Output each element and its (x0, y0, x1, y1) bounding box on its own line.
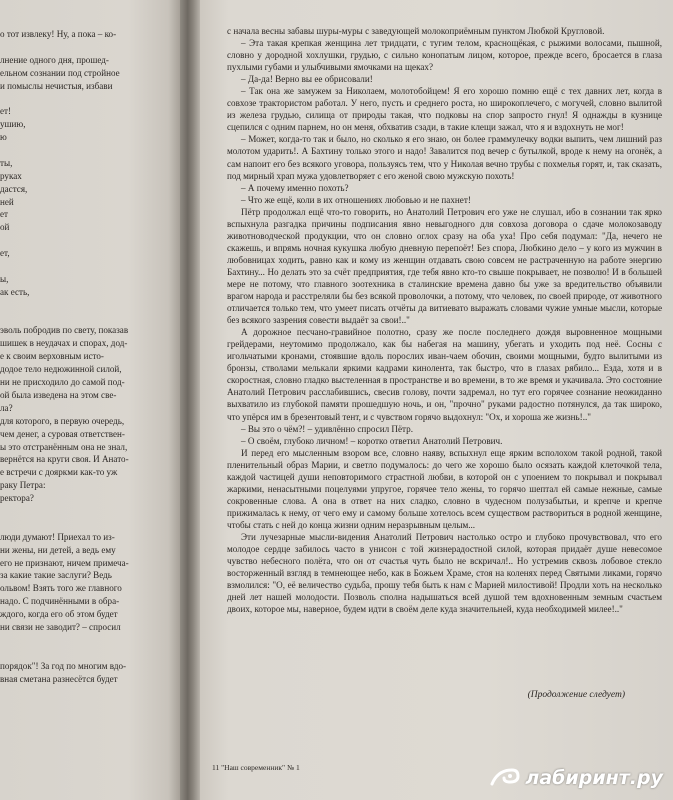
paragraph: – Эта такая крепкая женщина лет тридцати, с тугим телом, краснощёкая, с рыжими волосами, пышной, словно у дородной хохлушки, грудью, с сильно конопатым лицом, которое, прежде всего, бросается в глаза пухлыми губами и улыбчивыми ямочками на щеках? (227, 38, 662, 73)
page-folio: 11 "Наш современник" № 1 (212, 763, 300, 772)
left-page-line: ни связи не заводит? – спросил (0, 621, 121, 632)
left-page-line: ни жены, ни детей, а ведь ему (0, 544, 116, 555)
paragraph: – Может, когда-то так и было, но сколько я его знаю, он более граммулечку водки выпить, чем лишний раз молотом ударить!. А Бахтину только этого и надо! Завалится под вечер с бутылкой, вроде к нему на огонёк, а сам напоит его без всякого уговора, пользуясь тем, что у Николая вечно трубы с похмелья горят, и, так сказать, под мирный храп мужа удовлетворяет с его женой свою мужскую похоть! (227, 134, 662, 181)
paragraph: И перед его мысленным взором все, словно наяву, вспыхнул еще ярким всполохом такой родной, такой пленительный образ Марии, и светло подумалось: до чего же хорошо было осязать каждой клеточкой тела, каждой частицей души неповторимого страстной любви, в которой он с упоением то покрывал и покрывал жаркими, ненасытными поцелуями упругое, горячее тело жены, то горячо шептал ей самые нежные, самые сокровенные слова. А она в ответ на них сладко, словно в чудесном полузабытьи, и крепче и крепче прижималась к нему, от чего ему и самому больше хотелось всем существом раствориться в родной женщине, чтобы стать с ней до конца жизни одним неразрывным целым... (227, 447, 662, 530)
left-page-line: ла? (0, 402, 13, 413)
left-page-line: чем денег, а суровая ответствен- (0, 428, 125, 439)
left-page (0, 0, 183, 800)
left-page-line: ет, (0, 248, 10, 259)
left-page-line: ней (0, 196, 14, 207)
paragraph: Эти лучезарные мысли-видения Анатолий Петрович настолько остро и глубоко прочувствовал, что его молодое сердце забилось часто в унисон с той жизнерадостной силой, которая придаёт душе невесомое чувство небесного полёта, что он от счастья чуть было не вскричал!.. Но устремив сквозь лобовое стекло восторженный взгляд в темнеющее небо, как в Божьем Храме, стоя на коленях перед Святыми ликами, горячо взмолился: "О, её величество судьба, прошу тебя быть к нам с Марией милостивой! Продли хоть на несколько дней лет нашей молодости. Позволь сполна надышаться всей душой тем вдохновенным земным счастьем двоих, которое мы, наверное, будем идти в своём деле куда значительней, куда необходимей милее!.." (227, 531, 662, 615)
right-page-text (227, 25, 662, 615)
left-page-line: о тот извлеку! Ну, а пока – ко- (0, 29, 117, 39)
left-page-line: вернётся на круги своя. И Анато- (0, 454, 129, 465)
left-page-line: ельном сознании под стройное (0, 67, 120, 78)
left-page-line (0, 92, 180, 105)
left-page-line (0, 505, 180, 518)
paragraph: – Так она же замужем за Николаем, молотобойцем! Я его хорошо помню ещё с тех давних лет, когда в совхозе трактористом работал. У него, пусть и среднего роста, но широкоплечего, с могучей, словно вылитой из железа грудью, силища от природы такая, что подковы на спор запросто гнул! Я однажды в кузнице сцепился с одним парнем, но он меня, обхватив сзади, в такие клещи зажал, что я и вздохнуть не мог! (227, 86, 662, 133)
paragraph: Пётр продолжал ещё что-то говорить, но Анатолий Петрович его уже не слушал, ибо в сознании так ярко вспыхнула разгадка причины подписания явно невыгодного для совхоза договора о сдаче молокозаводу животноводческой продукции, что он словно оглох сразу на оба уха! Про себя подумал: "Да, нечего не скажешь, и впрямь ночная кукушка любую дневную перепоёт! Без спора, Любкино дело – у кого из мужчин в любовницах ходить, равно как и кому из женщин отдавать свою совсем не растраченную на работе энергию Бахтину... Но делать это за счёт предприятия, где тебя явно кто-то свыше покрывает, не позволю! И в большей мере не потому, что главного зоотехника в сталинские времена давно бы уже за вредительство объявили врагом народа и расстреляли бы без всякой проволочки, а потому, что человек, по своей природе, от животного отличается только тем, что умеет писать отчёты да витиевато выражать словами чужие умные мысли, которые без всякого зазрения совести выдаёт за свои!.." (227, 206, 662, 326)
left-page-line: ушию, (0, 119, 26, 130)
left-page-line: раку Петра: (0, 480, 46, 491)
paragraph: – Что же ещё, коли в их отношениях любовью и не пахнет! (241, 194, 471, 205)
watermark-text: лабиринт.ру (525, 767, 663, 789)
labirint-logo-icon (490, 766, 520, 790)
left-page-line: е к своим верховным исто- (0, 351, 104, 362)
left-page-line: и помыслы нечистыя, избави (0, 80, 113, 91)
left-page-line: ольвом! Взять того же главного (0, 583, 122, 594)
left-page-line: для которого, в первую очередь, (0, 415, 125, 426)
left-page-line: ы это отстранённым она не знал, (0, 441, 128, 452)
left-page-line (0, 299, 180, 312)
left-page-line: ни не присходило до самой под- (0, 377, 125, 388)
left-page-line: ет (0, 209, 9, 220)
left-page-line: ой (0, 222, 10, 233)
left-page-line: вная сметана разнесётся будет (0, 673, 118, 684)
left-page-line: ждого, когда его об этом будет (0, 609, 118, 620)
left-page-line: ой была изведена на этом све- (0, 389, 117, 400)
paragraph: – О своём, глубоко личном! – коротко ответил Анатолий Петрович. (241, 435, 503, 446)
left-page-text (0, 28, 180, 685)
labirint-watermark (490, 766, 663, 790)
paragraph: А дорожное песчано-гравийное полотно, сразу же после последнего дождя выровненное мощными грейдерами, неутомимо продолжало, как бы набегая на машину, убегать и уходить под неё. Сосны с игольчатыми кронами, стоявшие вдоль порослих иван-чаем обочин, своими мощными, будто вылитыми из бронзы, стволами мелькали яркими кадрами кинолента, так быстро, что в глазах рябило... Езда, хотя и в скоростная, словно гладко выстеленная в пространстве и во времени, в то же время и укачивала. Это состояние Анатолий Петрович расслабившись, свесив голову, почти задремал, но тут его горячее сознание неожиданно выхватило из глубокой памяти прошедшую ночь, и он, "прочно" руками радостно потянулся, да так широко, что упёрся им в брезентовый тент, и с чувством горячо выдохнул: "Ох, и хороша же жизнь!.." (227, 327, 662, 422)
book-gutter (180, 0, 202, 800)
left-page-line: ет! (0, 106, 12, 117)
left-page-line: ы, (0, 273, 9, 284)
left-page-line: додое тело недюжинной силой, (0, 364, 122, 375)
left-page-line: ты, (0, 157, 13, 168)
left-page-line: шишек в неудачах и спорах, дод- (0, 338, 128, 349)
left-page-line (0, 260, 180, 273)
left-page-line: ак есть, (0, 286, 30, 297)
left-page-line: дастся, (0, 183, 28, 194)
left-page-line (0, 312, 180, 325)
left-page-line: эволь побродив по свету, показав (0, 325, 129, 336)
left-page-line: лнение одного дня, прошед- (0, 54, 109, 65)
right-page (200, 0, 673, 800)
left-page-line (0, 41, 180, 54)
paragraph: – Вы это о чём?! – удивлённо спросил Пётр. (241, 423, 413, 434)
left-page-line: ю (0, 132, 7, 143)
paragraph: – Да-да! Верно вы ее обрисовали! (241, 74, 373, 85)
left-page-line: порядок"! За год по многим вдо- (0, 660, 127, 671)
left-page-line: за какие такие заслуги? Ведь (0, 570, 112, 581)
left-page-line: руках (0, 170, 22, 181)
paragraph: – А почему именно похоть? (241, 182, 349, 193)
left-page-line: е встречи с дояркми как-то уж (0, 467, 118, 478)
left-page-line (0, 144, 180, 157)
left-page-line (0, 634, 180, 647)
left-page-line (0, 647, 180, 660)
left-page-line: надо. С подчинёнными в обра- (0, 596, 120, 607)
left-page-line (0, 518, 180, 531)
paragraph: с начала весны забавы шуры-муры с заведующей молокоприёмным пунктом Любкой Кругловой. (227, 26, 605, 36)
left-page-line (0, 234, 180, 247)
continuation-note: (Продолжение следует) (527, 690, 625, 700)
left-page-line: ректора? (0, 493, 34, 504)
left-page-line: люди думают! Приехал то из- (0, 531, 115, 542)
left-page-line: его не признают, ничем примеча- (0, 557, 129, 568)
